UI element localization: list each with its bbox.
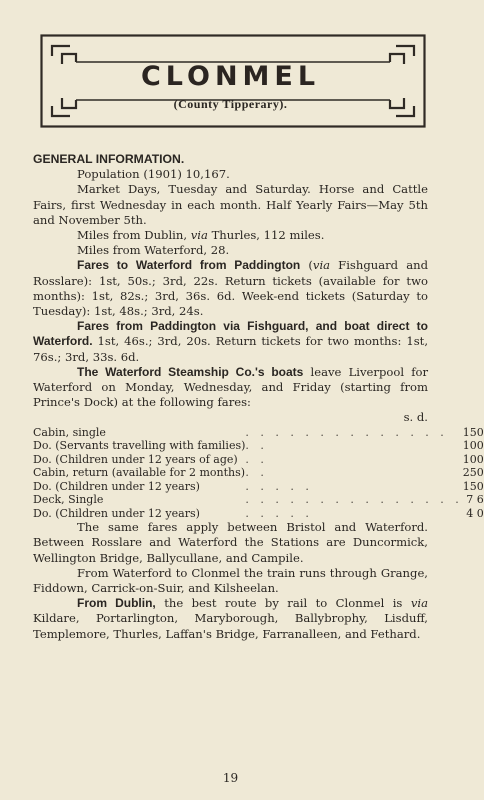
fare-row (33, 493, 484, 507)
miles-waterford-text: Miles from Waterford, 28. (77, 243, 230, 258)
fares-boat-heading: Fares from Paddington via Fishguard, and boat direct to Waterford. (33, 319, 428, 349)
fare-pence: 0 (476, 452, 484, 466)
fares-paddington-heading: Fares to Waterford from Paddington (77, 258, 301, 273)
fare-label: Do. (Children under 12 years) (33, 479, 200, 493)
miles-dublin-b: Thurles, 112 miles. (207, 228, 325, 243)
fare-dots: . . (245, 466, 268, 480)
fares-paddington-body: Fishguard and Rosslare): 1st, 50s.; 3rd, 22s. Return tickets (available for two months): 1st, 82s.; 3rd, 36s. 6d. Week-end tickets (Saturday to Tuesday): 1st, 48s.; 3rd, 24s. (33, 258, 429, 319)
fare-shillings: 15 (462, 425, 477, 439)
fare-shillings: 10 (462, 439, 477, 453)
fare-shillings: 15 (462, 479, 477, 493)
miles-dublin-via: via (190, 228, 208, 243)
fare-label: Deck, Single (33, 493, 104, 507)
content (33, 152, 484, 642)
fare-pence: 0 (476, 439, 484, 453)
steamship-heading: The Waterford Steamship Co.'s boats (77, 364, 304, 379)
fare-shillings: 25 (462, 466, 477, 480)
dublin-route-a: the best route by rail to Clonmel is (155, 596, 411, 611)
fare-row (33, 466, 484, 480)
fare-dots: . . . . . . . . . . . . . . (245, 425, 448, 439)
fare-row (33, 439, 484, 453)
dublin-route-b: Kildare, Portarlington, Maryborough, Ballybrophy, Lisduff, Templemore, Thurles, Laffan's Bridge, Farranalleen, and Fethard. (33, 611, 428, 641)
fares-paddington-open: ( (300, 258, 313, 273)
fare-dots: . . . . . (245, 479, 313, 493)
page-subtitle: (County Tipperary). (173, 97, 288, 111)
same-fares-text: The same fares apply between Bristol and Waterford. Between Rosslare and Waterford the Stations are Duncormick, Wellington Bridge, Ballycullane, and Campile. (33, 520, 428, 565)
steamship-text (33, 365, 428, 411)
fare-pence: 0 (476, 479, 484, 493)
fare-label: Do. (Servants travelling with families) (33, 439, 246, 453)
fares-boat-text (33, 319, 428, 365)
fare-shillings: 10 (462, 452, 477, 466)
fare-label: Do. (Children under 12 years of age) (33, 452, 238, 466)
fares-table (33, 426, 484, 521)
fares-boat-body: 1st, 46s.; 3rd, 20s. Return tickets for two months: 1st, 76s.; 3rd, 33s. 6d. (33, 334, 428, 364)
fare-row (33, 453, 484, 467)
fare-dots: . . . . . . . . . . . . . . . (245, 493, 463, 507)
fare-row (33, 480, 484, 494)
waterford-clonmel-text: From Waterford to Clonmel the train runs through Grange, Fiddown, Carrick-on-Suir, and Kilsheelan. (33, 565, 428, 595)
miles-dublin-text (33, 228, 428, 243)
fare-row (33, 507, 484, 521)
fare-shillings: 4 (466, 506, 474, 520)
fare-units-header: s. d. (403, 410, 428, 425)
fare-label: Cabin, single (33, 425, 106, 439)
fares-paddington-text (33, 258, 428, 319)
population-text: Population (1901) 10,167. (77, 167, 230, 182)
miles-dublin-a: Miles from Dublin, (77, 228, 191, 243)
fare-pence: 0 (476, 506, 484, 520)
fare-label: Cabin, return (available for 2 months) (33, 466, 246, 480)
fares-paddington-via: via (312, 258, 331, 273)
section-heading: GENERAL INFORMATION. (33, 152, 185, 166)
fare-dots: . . . . . (245, 506, 313, 520)
dublin-route-via: via (410, 596, 428, 611)
page-number: 19 (222, 771, 239, 785)
dublin-route-heading: From Dublin, (77, 596, 156, 611)
fare-shillings: 7 (466, 493, 474, 507)
fare-pence: 0 (476, 466, 484, 480)
fare-dots: . . (245, 439, 268, 453)
fare-pence: 6 (476, 493, 484, 507)
steamship-body: leave Liverpool for Waterford on Monday, Wednesday, and Friday (starting from Prince's Dock) at the following fares: (33, 364, 429, 410)
fare-pence: 0 (476, 425, 484, 439)
dublin-route-text (33, 596, 428, 642)
fare-label: Do. (Children under 12 years) (33, 506, 200, 520)
page-title: CLONMEL (140, 61, 321, 92)
fare-row (33, 426, 484, 440)
market-text: Market Days, Tuesday and Saturday. Horse and Cattle Fairs, first Wednesday in each month. Half Yearly Fairs—May 5th and November 5th. (33, 182, 428, 227)
fare-dots: . . (245, 452, 268, 466)
